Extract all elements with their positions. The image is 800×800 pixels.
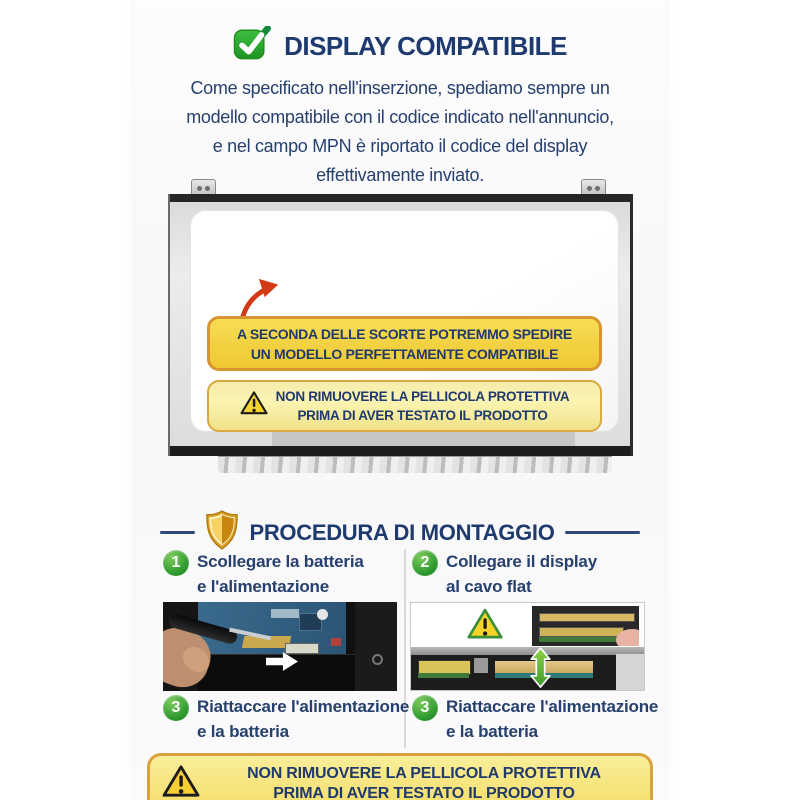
intro-line: e nel campo MPN è riportato il codice del display (212, 136, 588, 156)
component (271, 609, 299, 618)
finger (616, 629, 640, 647)
intro-line: modello compatibile con il codice indicato nell'annuncio, (186, 107, 614, 127)
step-1-badge: 1 (163, 550, 189, 576)
warning-triangle-icon (162, 765, 200, 800)
connector-closeup (532, 606, 639, 647)
procedure-title: PROCEDURA DI MONTAGGIO (249, 519, 555, 545)
step-3-right (412, 694, 658, 744)
lcd-panel-body (168, 194, 633, 456)
check-badge-icon (233, 26, 271, 67)
film-warning-label (207, 380, 602, 432)
pcb-edge (418, 673, 469, 677)
step-2-text (446, 549, 597, 599)
panel-bottom-bezel (170, 446, 630, 456)
flat-cable (539, 627, 625, 637)
step-3-badge: 3 (412, 695, 438, 721)
step-2-badge: 2 (412, 550, 438, 576)
tab (474, 658, 488, 674)
step-1-text (197, 549, 364, 599)
film-warning-line: NON RIMUOVERE LA PELLICOLA PROTETTIVA (275, 389, 570, 404)
footer-warning-text (210, 764, 638, 800)
connector (539, 613, 635, 622)
pcb-edge (539, 637, 623, 642)
film-warning-text (276, 387, 570, 425)
step-1-line: e l'alimentazione (197, 577, 329, 596)
divider-line-left (160, 531, 195, 534)
intro-line: Come specificato nell'inserzione, spediamo sempre un (190, 78, 610, 98)
step-3-line: e la batteria (446, 722, 538, 741)
step-1 (163, 549, 364, 599)
footer-warning-line: NON RIMUOVERE LA PELLICOLA PROTETTIVA (247, 765, 601, 782)
metal-edge (411, 647, 644, 656)
step-3-line: Riattaccare l'alimentazione (446, 697, 659, 716)
component (331, 638, 340, 647)
header (135, 26, 665, 67)
stock-warning-line: UN MODELLO PERFETTAMENTE COMPATIBILE (250, 345, 559, 362)
intro-paragraph (135, 74, 665, 190)
stock-warning-line: A SECONDA DELLE SCORTE POTREMMO SPEDIRE (237, 325, 572, 342)
panel-foil-strip (218, 456, 612, 473)
step-3-badge: 3 (163, 695, 189, 721)
step-3-line: Riattaccare l'alimentazione (197, 697, 410, 716)
content-column (135, 0, 665, 800)
photo-disconnect-battery (163, 602, 397, 691)
film-warning-line: PRIMA DI AVER TESTATO IL PRODOTTO (297, 408, 548, 423)
footer-warning-banner (147, 753, 653, 800)
screw (372, 654, 383, 665)
stock-warning-label (207, 316, 602, 371)
white-arrow-icon (266, 652, 298, 676)
lcd-panel-graphic (168, 179, 633, 473)
green-double-arrow-icon (530, 647, 551, 691)
foil (616, 654, 644, 690)
page-title: DISPLAY COMPATIBILE (284, 31, 567, 61)
panel-edge-photo (411, 647, 644, 691)
step-2-line: Collegare il display (446, 552, 597, 571)
step-3-text (197, 694, 409, 744)
chassis (355, 602, 397, 691)
photo-connect-display (410, 602, 645, 691)
step-3-left (163, 694, 409, 744)
warning-triangle-icon (240, 391, 268, 421)
panel-bottom-band (272, 430, 575, 447)
step-3-text (446, 694, 658, 744)
intro-line: effettivamente inviato. (316, 165, 484, 185)
step-3-line: e la batteria (197, 722, 289, 741)
step-2-line: al cavo flat (446, 577, 532, 596)
panel-top-bezel (170, 194, 630, 202)
warning-triangle-icon (467, 608, 503, 646)
step-2 (412, 549, 597, 599)
connector (418, 660, 471, 674)
step-1-line: Scollegare la batteria (197, 552, 364, 571)
footer-warning-line: PRIMA DI AVER TESTATO IL PRODOTTO (273, 785, 575, 800)
divider-line-right (565, 531, 640, 534)
